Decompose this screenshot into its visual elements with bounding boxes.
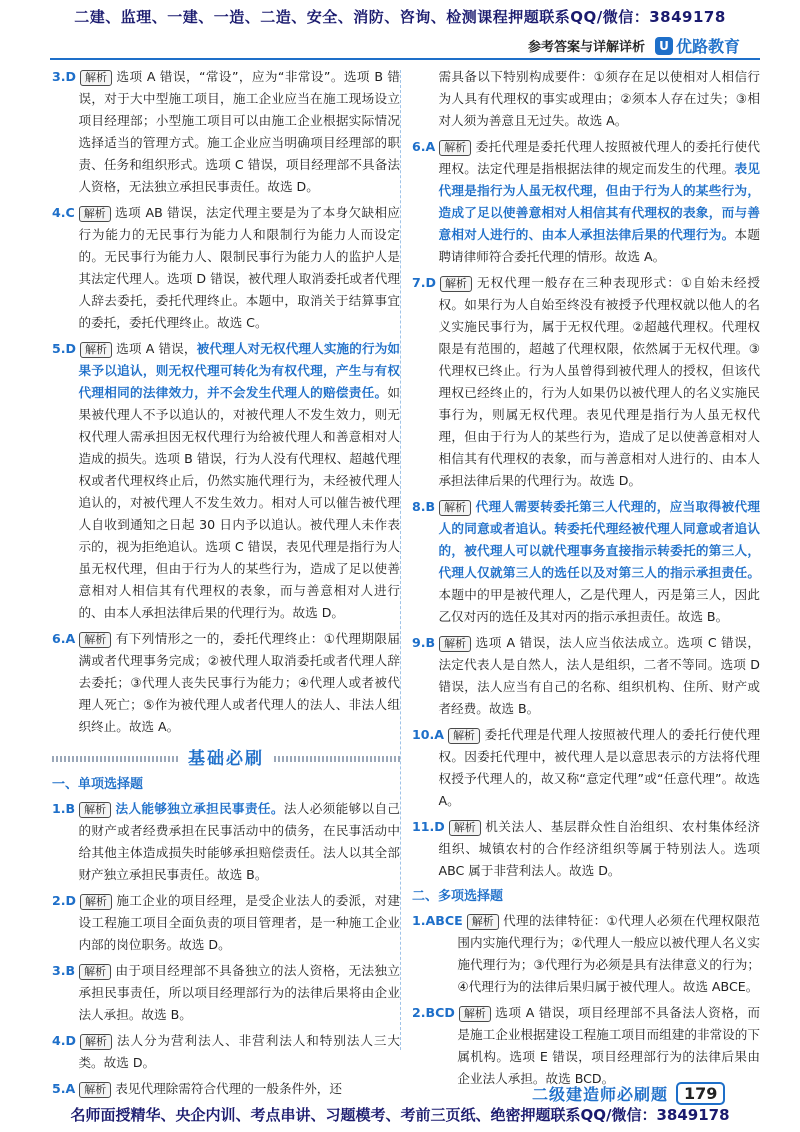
answer-number: 3.D (52, 69, 77, 84)
answer-item (52, 960, 400, 1026)
book-title: 二级建造师必刷题 (532, 1085, 669, 1104)
answer-item (412, 632, 760, 720)
explanation-text: 代理的法律特征：①代理人必须在代理权限范围内实施代理行为；②代理人一般应以被代理人名义实施代理行为；③代理行为必须是具有法律意义的行为；④代理行为的法律后果归属于被代理人。故选 ABCE。 (457, 913, 760, 994)
answer-number: 11.D (412, 819, 445, 834)
analysis-tag: 解析 (79, 802, 111, 818)
answer-item (52, 66, 400, 198)
answer-item (412, 816, 760, 882)
answer-number: 2.BCD (412, 1005, 455, 1020)
explanation-text: 需具备以下特别构成要件：①须存在足以使相对人相信行为人具有代理权的事实或理由；②须本人存在过失；③相对人须为善意且无过失。故选 A。 (438, 69, 760, 128)
analysis-tag: 解析 (440, 276, 472, 292)
answer-number: 1.B (52, 801, 76, 816)
explanation-text: 委托代理是代理人按照被代理人的委托行使代理权。因委托代理中，被代理人是以意思表示的方法将代理权授予代理人的，故又称“意定代理”或“任意代理”。故选 A。 (438, 727, 760, 808)
answer-item (52, 628, 400, 738)
explanation-text: 选项 A 错误，“常设”，应为“非常设”。选项 B 错误，对于大中型施工项目，施工企业应当在施工现场设立项目经理部；小型施工项目可以由施工企业根据实际情况选择适当的管理方式。施工企业应当明确项目经理部的职责、任务和组织形式。选项 C 错误，项目经理部不具备法人资格，无法独立承担民事责任。故选 D。 (78, 69, 400, 194)
right-column (412, 66, 760, 1094)
analysis-tag: 解析 (80, 894, 112, 910)
explanation-text: 选项 A 错误， (116, 341, 197, 356)
answer-number: 6.A (52, 631, 76, 646)
explanation-text: 如果被代理人不予以追认的，对被代理人不发生效力，则无权代理人需承担因无权代理行为给被代理人和善意相对人造成的损失。选项 B 错误，行为人没有代理权、超越代理权或者代理权终止后，仍然实施代理行为，未经被代理人追认的，对被代理人不发生效力。相对人可以催告被代理人自收到通知之日起 30 日内予以追认。被代理人未作表示的，视为拒绝追认。选项 C 错误，表见代理是指行为人虽无权代理，但由于行为人的某些行为，造成了足以使善意相对人相信其有代理权的表象，而与善意相对人进行的、由本人承担法律后果的代理行为。故选 D。 (78, 385, 400, 620)
answer-item (412, 136, 760, 268)
analysis-tag: 解析 (79, 206, 111, 222)
analysis-tag: 解析 (459, 1006, 491, 1022)
analysis-tag: 解析 (439, 500, 471, 516)
header-rule (50, 58, 760, 60)
answers-section-a (52, 66, 400, 738)
analysis-tag: 解析 (449, 820, 481, 836)
answer-number: 4.D (52, 1033, 77, 1048)
answer-item (412, 272, 760, 492)
section-subtitle: 参考答案与详解详析 (527, 40, 645, 55)
column-divider (400, 70, 402, 1050)
answers-section-c (412, 66, 760, 882)
explanation-text: 本题中的甲是被代理人，乙是代理人，丙是第三人，因此乙仅对丙的选任及其对丙的指示承担责任。故选 B。 (438, 587, 760, 624)
explanation-text: 法人必须能够以自己的财产或者经费承担在民事活动中的债务，在民事活动中给其他主体造成损失时能够承担赔偿责任。法人以其全部财产独立承担民事责任。故选 B。 (78, 801, 401, 882)
analysis-tag: 解析 (80, 342, 112, 358)
explanation-text: 本题聘请律师符合委托代理的情形。故选 A。 (438, 227, 761, 264)
bottom-contact-banner: 名师面授精华、央企内训、考点串讲、习题模考、考前三页纸、绝密押题联系QQ/微信：3849178 (70, 1106, 730, 1124)
left-column (52, 66, 400, 1104)
answer-number: 5.A (52, 1081, 76, 1096)
answer-number: 7.D (412, 275, 437, 290)
answer-number: 5.D (52, 341, 77, 356)
analysis-tag: 解析 (80, 1034, 112, 1050)
explanation-text: 由于项目经理部不具备独立的法人资格，无法独立承担民事责任，所以项目经理部行为的法律后果将由企业法人承担。故选 B。 (78, 963, 400, 1022)
highlighted-text: 被代理人对无权代理人实施的行为如果予以追认，则无权代理可转化为有权代理，产生与有权代理相同的法律效力，并不会发生代理人的赔偿责任。 (78, 341, 401, 400)
page-subheader (528, 34, 740, 57)
explanation-text: 有下列情形之一的，委托代理终止：①代理期限届满或者代理事务完成；②被代理人取消委托或者代理人辞去委托；③代理人丧失民事行为能力；④代理人或者被代理人死亡；⑤作为被代理人或者代理人的法人、非法人组织终止。故选 A。 (78, 631, 400, 734)
explanation-text: 无权代理一般存在三种表现形式：①自始未经授权。如果行为人自始至终没有被授予代理权就以他人的名义实施民事行为，属于无权代理。②超越代理权。代理权限是有范围的，超越了代理权限，依然属于无权代理。③代理权已终止。行为人虽曾得到被代理人的授权，但该代理权已经终止的，行为人如果仍以被代理人的名义实施民事行为，则属无权代理。表见代理是指行为人虽无权代理，但由于行为人的某些行为，造成了足以使善意相对人相信其有代理权的表象，而与善意相对人进行的、由本人承担法律后果的代理行为。故选 D。 (438, 275, 760, 488)
publisher-logo (655, 34, 740, 57)
answer-number: 3.B (52, 963, 76, 978)
analysis-tag: 解析 (79, 964, 111, 980)
highlighted-text: 表见代理是指行为人虽无权代理，但由于行为人的某些行为，造成了足以使善意相对人相信其有代理权的表象，而与善意相对人进行的、由本人承担法律后果的代理行为。 (438, 161, 761, 242)
section-title: 基础必刷 (188, 749, 264, 769)
explanation-text: 机关法人、基层群众性自治组织、农村集体经济组织、城镇农村的合作经济组织等属于特别法人。选项 ABC 属于非营利法人。故选 D。 (438, 819, 760, 878)
section-header (52, 748, 400, 770)
answer-item (412, 496, 760, 628)
answer-item (412, 66, 760, 132)
answer-number: 9.B (412, 635, 436, 650)
answer-number: 6.A (412, 139, 436, 154)
analysis-tag: 解析 (448, 728, 480, 744)
answer-number: 1.ABCE (412, 913, 463, 928)
explanation-text: 选项 AB 错误，法定代理主要是为了本身欠缺相应行为能力的无民事行为能力人和限制行为能力人而设定的。无民事行为能力人、限制民事行为能力人的监护人是其法定代理人。选项 D 错误，被代理人取消委托或者代理人辞去委托，委托代理终止。本题中，取消关于结算事宜的委托，委托代理终止。故选 C。 (78, 205, 400, 330)
analysis-tag: 解析 (467, 914, 499, 930)
section-bar-right (274, 756, 400, 762)
explanation-text: 表见代理除需符合代理的一般条件外，还 (115, 1081, 342, 1096)
answer-item (52, 1030, 400, 1074)
explanation-text: 施工企业的项目经理，是受企业法人的委派，对建设工程施工项目全面负责的项目管理者，是一种施工企业内部的岗位职务。故选 D。 (78, 893, 400, 952)
answer-item (52, 890, 400, 956)
answer-number: 8.B (412, 499, 436, 514)
analysis-tag: 解析 (439, 636, 471, 652)
analysis-tag: 解析 (79, 1082, 111, 1098)
answer-number: 4.C (52, 205, 75, 220)
answer-item (52, 1078, 400, 1100)
analysis-tag: 解析 (439, 140, 471, 156)
top-contact-banner: 二建、监理、一建、一造、二造、安全、消防、咨询、检测课程押题联系QQ/微信：3849178 (74, 8, 726, 26)
explanation-text: 法人分为营利法人、非营利法人和特别法人三大类。故选 D。 (78, 1033, 400, 1070)
answer-number: 10.A (412, 727, 445, 742)
answer-number: 2.D (52, 893, 77, 908)
answer-item (412, 724, 760, 812)
explanation-text: 选项 A 错误，项目经理部不具备法人资格，而是施工企业根据建设工程施工项目而组建的非常设的下属机构。选项 E 错误，项目经理部行为的法律后果由企业法人承担。故选 BCD。 (457, 1005, 760, 1086)
multi-choice-heading: 二、多项选择题 (412, 889, 504, 904)
page-footer (532, 1082, 725, 1105)
answers-section-b (52, 798, 400, 1100)
highlighted-text: 法人能够独立承担民事责任。 (115, 801, 284, 816)
logo-text: 优路教育 (675, 37, 740, 56)
answer-item (412, 910, 760, 998)
explanation-text: 选项 A 错误，法人应当依法成立。选项 C 错误，法定代表人是自然人，法人是组织，二者不等同。选项 D 错误，法人应当有自己的名称、组织机构、住所、财产或者经费。故选 B。 (438, 635, 760, 716)
answer-item (52, 338, 400, 624)
yl-logo-icon: U (655, 37, 673, 55)
explanation-text: 委托代理是委托代理人按照被代理人的委托行使代理权。法定代理是指根据法律的规定而发生的代理。 (438, 139, 760, 176)
page-number: 179 (676, 1082, 725, 1105)
analysis-tag: 解析 (80, 70, 112, 86)
analysis-tag: 解析 (79, 632, 111, 648)
single-choice-heading: 一、单项选择题 (52, 777, 144, 792)
answer-item (52, 798, 400, 886)
section-bar-left (52, 756, 178, 762)
highlighted-text: 代理人需要转委托第三人代理的，应当取得被代理人的同意或者追认。转委托代理经被代理人同意或者追认的，被代理人可以就代理事务直接指示转委托的第三人，代理人仅就第三人的选任以及对第三人的指示承担责任。 (438, 499, 760, 580)
answers-section-d (412, 910, 760, 1090)
answer-item (412, 1002, 760, 1090)
answer-item (52, 202, 400, 334)
